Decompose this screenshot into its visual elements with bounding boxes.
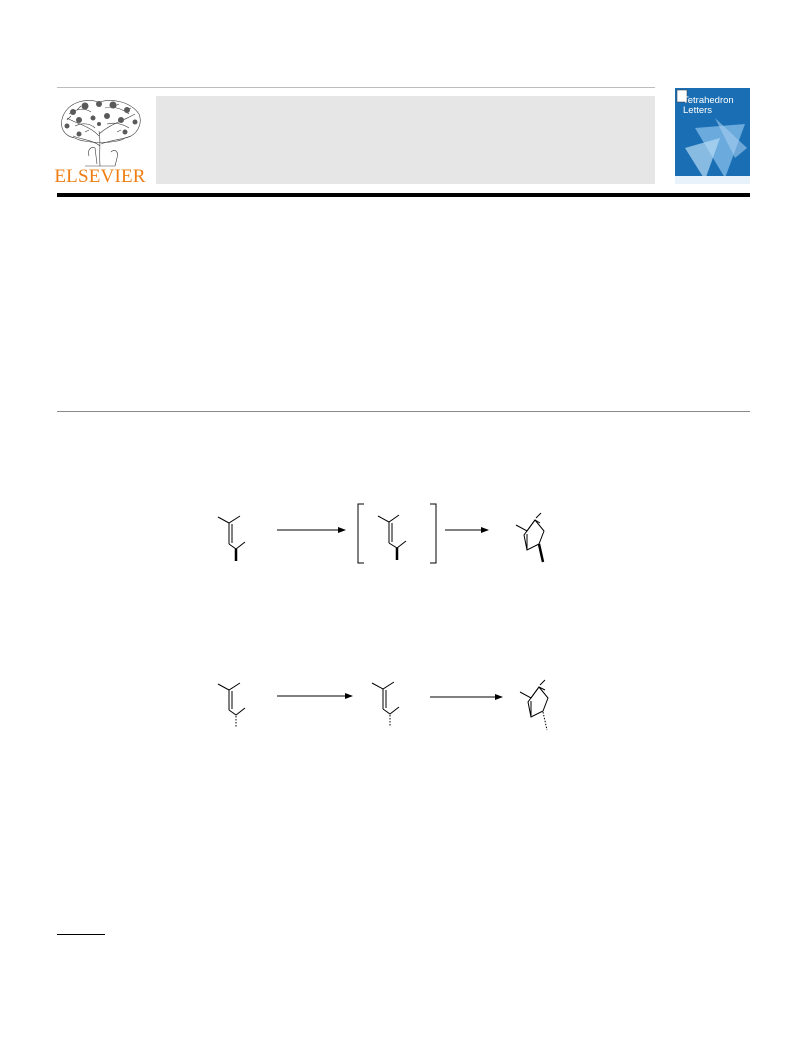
scheme-2 xyxy=(218,680,548,730)
cover-title-line2: Letters xyxy=(683,105,713,116)
scheme-1-product xyxy=(516,513,544,562)
scheme-2-reactant xyxy=(218,683,245,728)
scheme-1 xyxy=(218,504,544,563)
scheme-2-product xyxy=(520,680,548,730)
scheme-1-reactant xyxy=(218,516,245,561)
cover-title-line1: Tetrahedron xyxy=(683,95,734,106)
scheme-1-intermediate xyxy=(378,515,406,560)
scheme-2-intermediate xyxy=(372,682,399,727)
footnote-rule xyxy=(57,934,105,935)
publisher-name: ELSEVIER xyxy=(54,166,146,187)
